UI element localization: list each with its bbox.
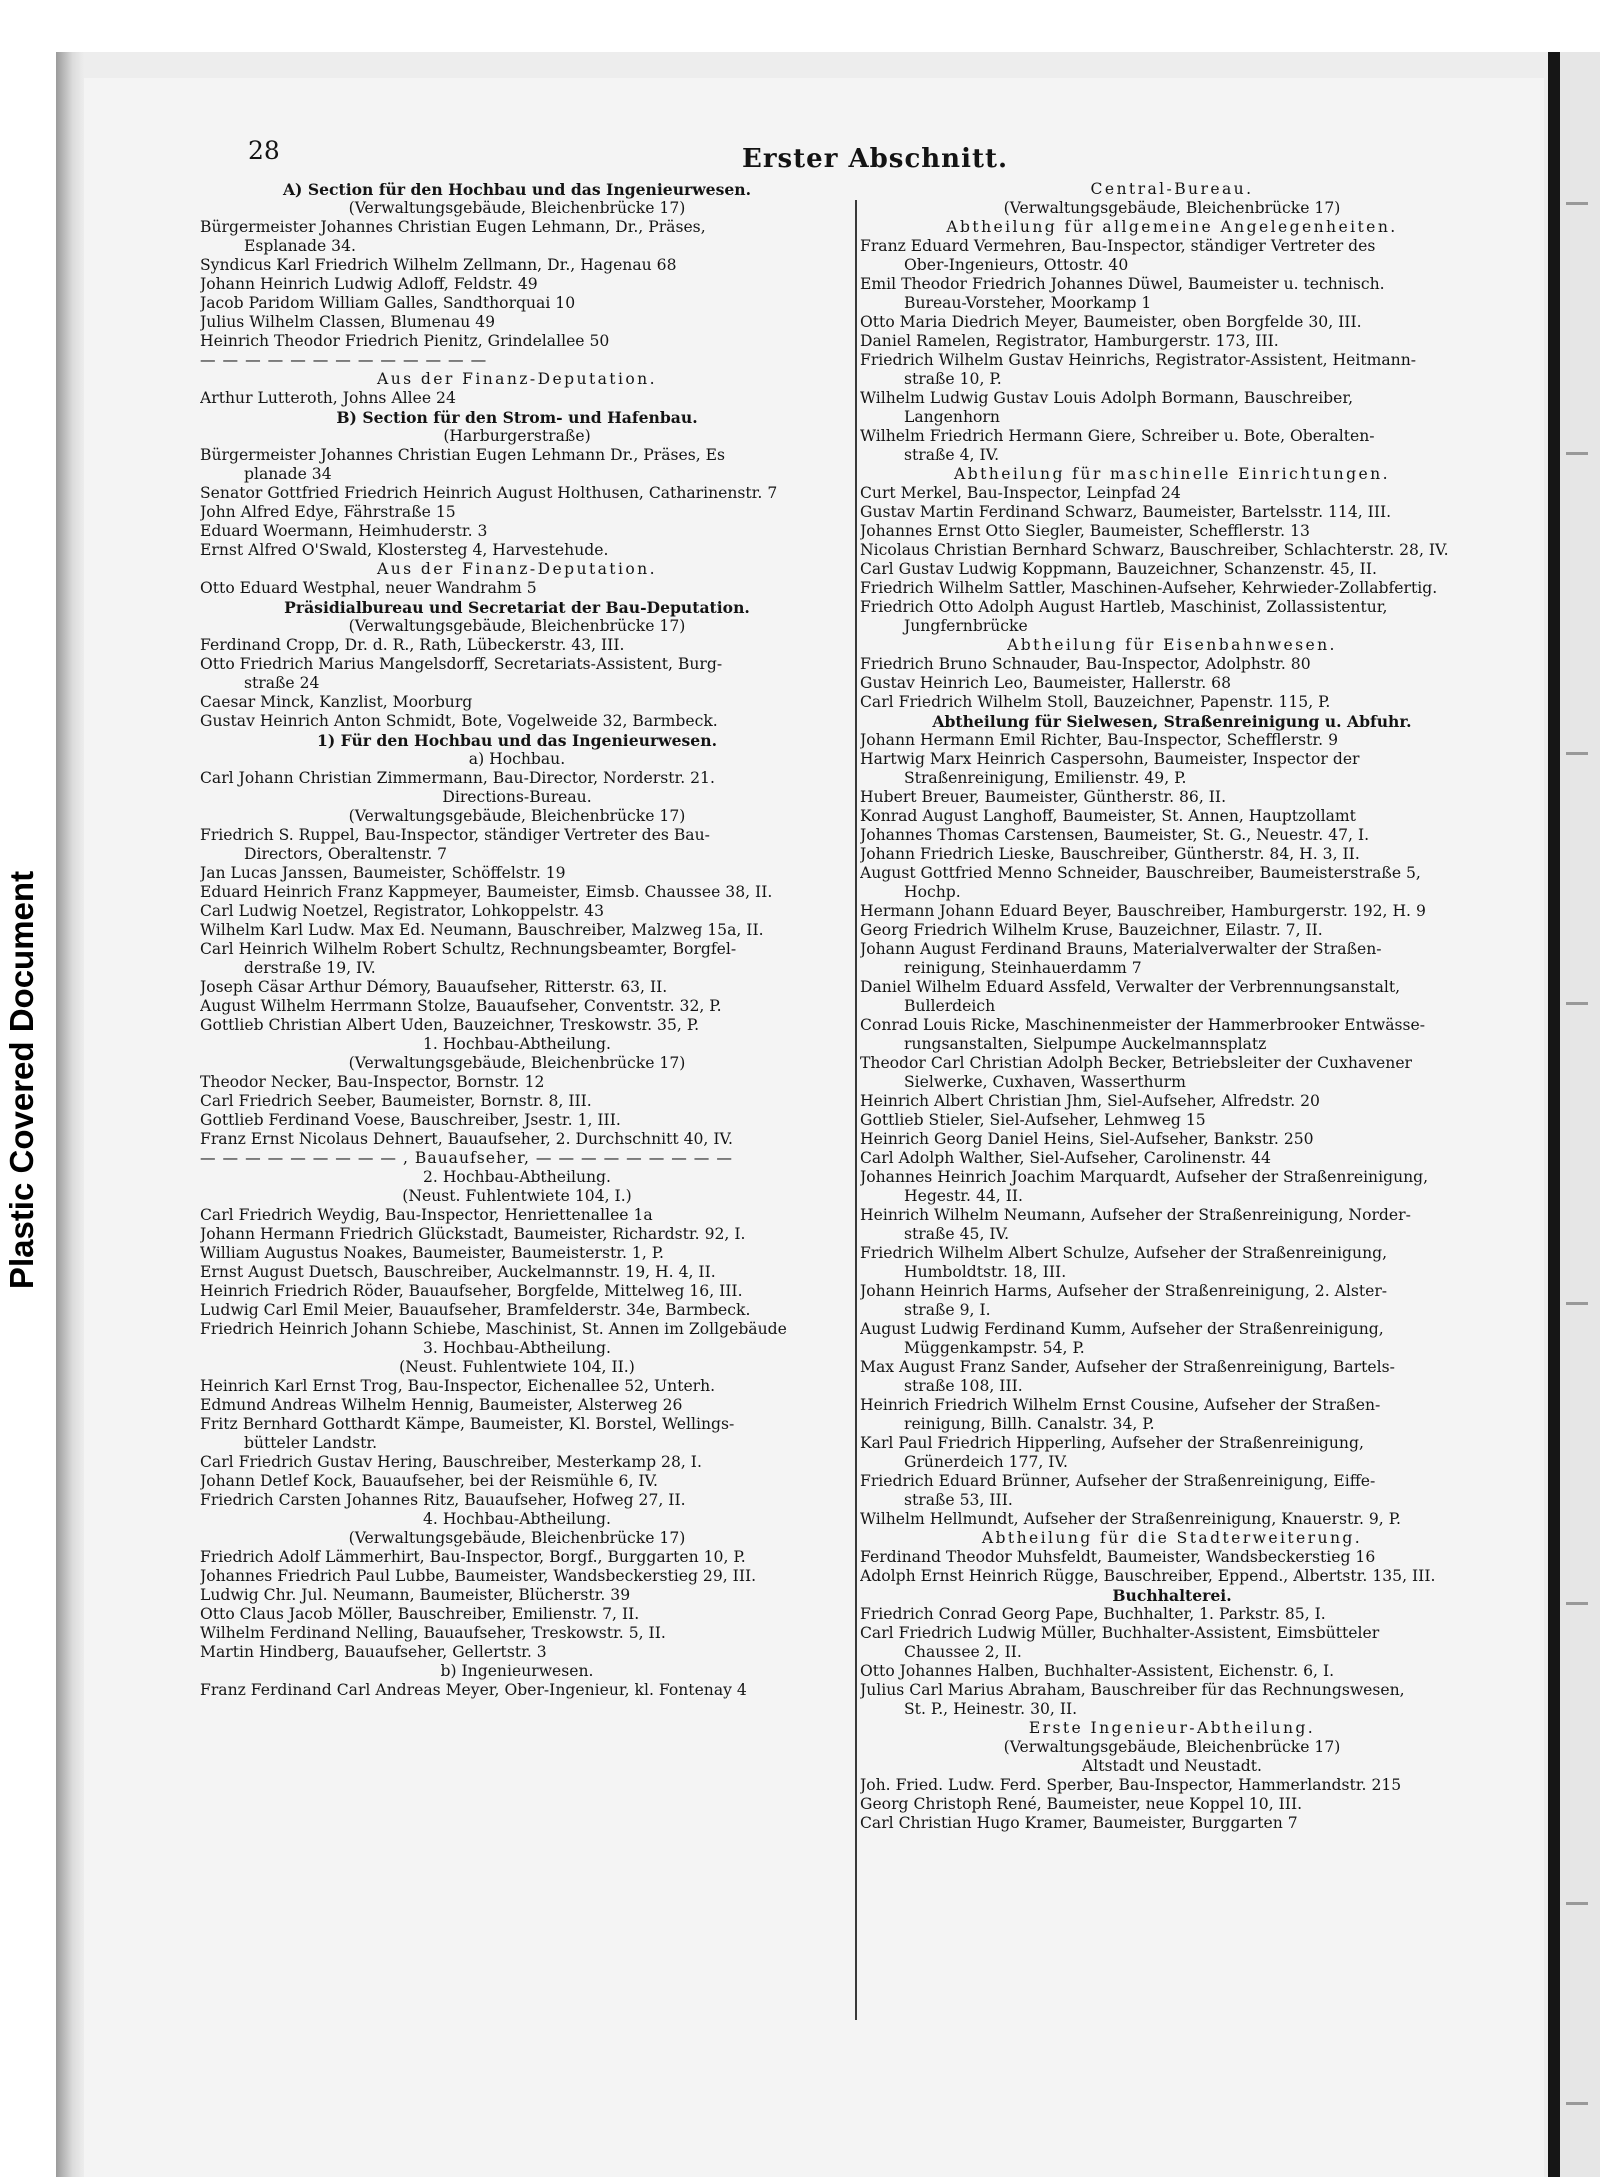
section-heading: Aus der Finanz-Deputation.	[377, 560, 657, 578]
entry-line: Franz Ernst Nicolaus Dehnert, Bauaufseher, 2. Durchschnitt 40, IV.	[200, 1130, 733, 1148]
entry-line: Wilhelm Ludwig Gustav Louis Adolph Bormann, Bauschreiber,	[860, 389, 1354, 407]
running-head: Erster Abschnitt.	[742, 144, 1009, 174]
entry-line: Daniel Wilhelm Eduard Assfeld, Verwalter der Verbrennungsanstalt,	[860, 978, 1401, 996]
section-heading: Präsidialbureau und Secretariat der Bau-Deputation.	[284, 598, 750, 617]
section-heading: (Verwaltungsgebäude, Bleichenbrücke 17)	[1003, 1738, 1341, 1756]
entry-line: Johann Hermann Friedrich Glückstadt, Baumeister, Richardstr. 92, I.	[200, 1225, 746, 1243]
entry-line: Theodor Carl Christian Adolph Becker, Betriebsleiter der Cuxhavener	[860, 1054, 1413, 1072]
entry-line: Gottlieb Christian Albert Uden, Bauzeichner, Treskowstr. 35, P.	[200, 1016, 700, 1034]
entry-line: straße 24	[244, 674, 320, 692]
entry-line: rungsanstalten, Sielpumpe Auckelmannsplatz	[904, 1035, 1267, 1053]
entry-line: Johann August Ferdinand Brauns, Materialverwalter der Straßen-	[860, 940, 1382, 958]
entry-line: Georg Friedrich Wilhelm Kruse, Bauzeichner, Eilastr. 7, II.	[860, 921, 1323, 939]
entry-line: derstraße 19, IV.	[244, 959, 376, 977]
entry-line: Carl Johann Christian Zimmermann, Bau-Director, Norderstr. 21.	[200, 769, 715, 787]
adjacent-page-fragment	[1566, 2102, 1588, 2105]
section-heading: (Neust. Fuhlentwiete 104, II.)	[399, 1358, 635, 1376]
entry-line: Hubert Breuer, Baumeister, Güntherstr. 86, II.	[860, 788, 1227, 806]
entry-line: Müggenkampstr. 54, P.	[904, 1339, 1085, 1357]
entry-line: Carl Heinrich Wilhelm Robert Schultz, Rechnungsbeamter, Borgfel-	[200, 940, 737, 958]
section-heading: Abtheilung für maschinelle Einrichtungen.	[954, 465, 1390, 483]
entry-line: Friedrich Wilhelm Sattler, Maschinen-Aufseher, Kehrwieder-Zollabfertig.	[860, 579, 1438, 597]
page-edge-shadow	[56, 52, 84, 2177]
entry-line: Carl Ludwig Noetzel, Registrator, Lohkoppelstr. 43	[200, 902, 604, 920]
section-heading: Abtheilung für die Stadterweiterung.	[981, 1529, 1363, 1547]
entry-line: Directors, Oberaltenstr. 7	[244, 845, 448, 863]
section-heading: Buchhalterei.	[1112, 1586, 1232, 1605]
entry-line: Wilhelm Hellmundt, Aufseher der Straßenreinigung, Knauerstr. 9, P.	[860, 1510, 1401, 1528]
entry-line: Gottlieb Stieler, Siel-Aufseher, Lehmweg 15	[860, 1111, 1206, 1129]
section-heading: Abtheilung für allgemeine Angelegenheiten.	[946, 218, 1398, 236]
entry-line: Martin Hindberg, Bauaufseher, Gellertstr. 3	[200, 1643, 547, 1661]
entry-line: Ernst Alfred O'Swald, Klostersteg 4, Harvestehude.	[200, 541, 609, 559]
section-heading: 1) Für den Hochbau und das Ingenieurwesen.	[317, 731, 717, 750]
section-heading: (Neust. Fuhlentwiete 104, I.)	[402, 1187, 632, 1205]
entry-line: Carl Gustav Ludwig Koppmann, Bauzeichner, Schanzenstr. 45, II.	[860, 560, 1377, 578]
entry-line: Bürgermeister Johannes Christian Eugen Lehmann, Dr., Präses,	[200, 218, 706, 236]
section-heading: A) Section für den Hochbau und das Ingenieurwesen.	[282, 180, 752, 199]
entry-line: Otto Johannes Halben, Buchhalter-Assistent, Eichenstr. 6, I.	[860, 1662, 1335, 1680]
entry-line: August Gottfried Menno Schneider, Bauschreiber, Baumeisterstraße 5,	[860, 864, 1421, 882]
entry-line: Heinrich Friedrich Wilhelm Ernst Cousine, Aufseher der Straßen-	[860, 1396, 1381, 1414]
entry-line: Arthur Lutteroth, Johns Allee 24	[200, 389, 456, 407]
section-heading: Altstadt und Neustadt.	[1082, 1757, 1262, 1775]
entry-line: Carl Friedrich Seeber, Baumeister, Bornstr. 8, III.	[200, 1092, 592, 1110]
entry-line: Chaussee 2, II.	[904, 1643, 1022, 1661]
entry-line: Joh. Fried. Ludw. Ferd. Sperber, Bau-Inspector, Hammerlandstr. 215	[860, 1776, 1402, 1794]
entry-line: Carl Friedrich Ludwig Müller, Buchhalter-Assistent, Eimsbütteler	[860, 1624, 1380, 1642]
entry-line: William Augustus Noakes, Baumeister, Baumeisterstr. 1, P.	[200, 1244, 665, 1262]
entry-line: Heinrich Wilhelm Neumann, Aufseher der Straßenreinigung, Norder-	[860, 1206, 1411, 1224]
entry-line: Bürgermeister Johannes Christian Eugen Lehmann Dr., Präses, Es	[200, 446, 726, 464]
section-heading: 4. Hochbau-Abtheilung.	[423, 1510, 611, 1528]
entry-line: Carl Friedrich Wilhelm Stoll, Bauzeichner, Papenstr. 115, P.	[860, 693, 1331, 711]
entry-line: straße 10, P.	[904, 370, 1002, 388]
entry-line: Jacob Paridom William Galles, Sandthorquai 10	[200, 294, 576, 312]
entry-line: Johann Friedrich Lieske, Bauschreiber, Güntherstr. 84, H. 3, II.	[860, 845, 1360, 863]
entry-line: Ferdinand Theodor Muhsfeldt, Baumeister, Wandsbeckerstieg 16	[860, 1548, 1376, 1566]
section-heading: (Verwaltungsgebäude, Bleichenbrücke 17)	[348, 1529, 686, 1547]
entry-line: straße 9, I.	[904, 1301, 991, 1319]
left-column	[200, 180, 834, 1700]
dash-rule: — — — — — — — — — — — — —	[200, 351, 488, 369]
section-heading: (Harburgerstraße)	[443, 427, 591, 445]
side-label-text: Plastic Covered Document	[3, 870, 40, 1290]
entry-line: Johannes Ernst Otto Siegler, Baumeister, Schefflerstr. 13	[860, 522, 1310, 540]
entry-line: Gottlieb Ferdinand Voese, Bauschreiber, Jsestr. 1, III.	[200, 1111, 621, 1129]
entry-line: Conrad Louis Ricke, Maschinenmeister der Hammerbrooker Entwässe-	[860, 1016, 1426, 1034]
page-number: 28	[248, 136, 280, 165]
adjacent-page-fragment	[1566, 752, 1588, 755]
entry-line: Grünerdeich 177, IV.	[904, 1453, 1068, 1471]
section-heading: (Verwaltungsgebäude, Bleichenbrücke 17)	[348, 617, 686, 635]
entry-line: Johann Hermann Emil Richter, Bau-Inspector, Schefflerstr. 9	[860, 731, 1338, 749]
entry-line: Jan Lucas Janssen, Baumeister, Schöffelstr. 19	[200, 864, 566, 882]
entry-line: Caesar Minck, Kanzlist, Moorburg	[200, 693, 473, 711]
dash-rule: — — — — — — — — — , Bauaufseher, — — — — — — — — —	[200, 1149, 733, 1167]
adjacent-page-fragment	[1566, 202, 1588, 205]
entry-line: reinigung, Billh. Canalstr. 34, P.	[904, 1415, 1155, 1433]
entry-line: Friedrich Otto Adolph August Hartleb, Maschinist, Zollassistentur,	[860, 598, 1388, 616]
entry-line: Heinrich Albert Christian Jhm, Siel-Aufseher, Alfredstr. 20	[860, 1092, 1320, 1110]
entry-line: Franz Eduard Vermehren, Bau-Inspector, ständiger Vertreter des	[860, 237, 1376, 255]
section-heading: B) Section für den Strom- und Hafenbau.	[336, 408, 698, 427]
entry-line: Heinrich Georg Daniel Heins, Siel-Aufseher, Bankstr. 250	[860, 1130, 1314, 1148]
entry-line: Senator Gottfried Friedrich Heinrich August Holthusen, Catharinenstr. 7	[200, 484, 778, 502]
entry-line: Johann Detlef Kock, Bauaufseher, bei der Reismühle 6, IV.	[200, 1472, 659, 1490]
entry-line: Otto Friedrich Marius Mangelsdorff, Secretariats-Assistent, Burg-	[200, 655, 723, 673]
entry-line: Carl Friedrich Weydig, Bau-Inspector, Henriettenallee 1a	[200, 1206, 653, 1224]
entry-line: reinigung, Steinhauerdamm 7	[904, 959, 1142, 977]
entry-line: Syndicus Karl Friedrich Wilhelm Zellmann, Dr., Hagenau 68	[200, 256, 677, 274]
entry-line: Otto Claus Jacob Möller, Bauschreiber, Emilienstr. 7, II.	[200, 1605, 640, 1623]
entry-line: Johannes Thomas Carstensen, Baumeister, St. G., Neuestr. 47, I.	[860, 826, 1370, 844]
entry-line: planade 34	[244, 465, 332, 483]
entry-line: Straßenreinigung, Emilienstr. 49, P.	[904, 769, 1187, 787]
entry-line: Gustav Martin Ferdinand Schwarz, Baumeister, Bartelsstr. 114, III.	[860, 503, 1392, 521]
section-heading: Abtheilung für Sielwesen, Straßenreinigung u. Abfuhr.	[932, 712, 1412, 731]
entry-line: Franz Ferdinand Carl Andreas Meyer, Ober-Ingenieur, kl. Fontenay 4	[200, 1681, 747, 1699]
entry-line: Carl Christian Hugo Kramer, Baumeister, Burggarten 7	[860, 1814, 1298, 1832]
entry-line: Bullerdeich	[904, 997, 996, 1015]
entry-line: August Ludwig Ferdinand Kumm, Aufseher der Straßenreinigung,	[860, 1320, 1384, 1338]
entry-line: Gustav Heinrich Anton Schmidt, Bote, Vogelweide 32, Barmbeck.	[200, 712, 718, 730]
entry-line: Langenhorn	[904, 408, 1000, 426]
entry-line: John Alfred Edye, Fährstraße 15	[200, 503, 456, 521]
right-column	[860, 180, 1484, 1833]
entry-line: Wilhelm Ferdinand Nelling, Bauaufseher, Treskowstr. 5, II.	[200, 1624, 666, 1642]
entry-line: Julius Carl Marius Abraham, Bauschreiber für das Rechnungswesen,	[860, 1681, 1405, 1699]
entry-line: Johann Heinrich Ludwig Adloff, Feldstr. 49	[200, 275, 538, 293]
section-heading: Directions-Bureau.	[442, 788, 592, 806]
adjacent-page-fragment	[1566, 1602, 1588, 1605]
entry-line: Fritz Bernhard Gotthardt Kämpe, Baumeister, Kl. Borstel, Wellings-	[200, 1415, 735, 1433]
entry-line: Heinrich Friedrich Röder, Bauaufseher, Borgfelde, Mittelweg 16, III.	[200, 1282, 743, 1300]
entry-line: Joseph Cäsar Arthur Démory, Bauaufseher, Ritterstr. 63, II.	[200, 978, 668, 996]
adjacent-page-fragment	[1566, 1902, 1588, 1905]
entry-line: straße 45, IV.	[904, 1225, 1010, 1243]
entry-line: Friedrich Bruno Schnauder, Bau-Inspector, Adolphstr. 80	[860, 655, 1311, 673]
section-heading: Aus der Finanz-Deputation.	[377, 370, 657, 388]
entry-line: Sielwerke, Cuxhaven, Wasserthurm	[904, 1073, 1186, 1091]
entry-line: Johannes Heinrich Joachim Marquardt, Aufseher der Straßenreinigung,	[860, 1168, 1429, 1186]
entry-line: Otto Maria Diedrich Meyer, Baumeister, oben Borgfelde 30, III.	[860, 313, 1362, 331]
section-heading: (Verwaltungsgebäude, Bleichenbrücke 17)	[348, 199, 686, 217]
entry-line: Bureau-Vorsteher, Moorkamp 1	[904, 294, 1152, 312]
entry-line: Heinrich Karl Ernst Trog, Bau-Inspector, Eichenallee 52, Unterh.	[200, 1377, 716, 1395]
entry-line: Adolph Ernst Heinrich Rügge, Bauschreiber, Eppend., Albertstr. 135, III.	[860, 1567, 1436, 1585]
entry-line: Carl Friedrich Gustav Hering, Bauschreiber, Mesterkamp 28, I.	[200, 1453, 702, 1471]
section-heading: 1. Hochbau-Abtheilung.	[423, 1035, 611, 1053]
entry-line: Hermann Johann Eduard Beyer, Bauschreiber, Hamburgerstr. 192, H. 9	[860, 902, 1426, 920]
section-heading: b) Ingenieurwesen.	[440, 1662, 594, 1680]
entry-line: Daniel Ramelen, Registrator, Hamburgerstr. 173, III.	[860, 332, 1279, 350]
entry-line: Ludwig Carl Emil Meier, Bauaufseher, Bramfelderstr. 34e, Barmbeck.	[200, 1301, 751, 1319]
section-heading: Erste Ingenieur-Abtheilung.	[1028, 1719, 1316, 1737]
entry-line: Ludwig Chr. Jul. Neumann, Baumeister, Blücherstr. 39	[200, 1586, 631, 1604]
entry-line: Friedrich Wilhelm Albert Schulze, Aufseher der Straßenreinigung,	[860, 1244, 1388, 1262]
entry-line: Wilhelm Karl Ludw. Max Ed. Neumann, Bauschreiber, Malzweg 15a, II.	[200, 921, 764, 939]
entry-line: Nicolaus Christian Bernhard Schwarz, Bauschreiber, Schlachterstr. 28, IV.	[860, 541, 1449, 559]
entry-line: Curt Merkel, Bau-Inspector, Leinpfad 24	[860, 484, 1181, 502]
entry-line: Eduard Heinrich Franz Kappmeyer, Baumeister, Eimsb. Chaussee 38, II.	[200, 883, 773, 901]
adjacent-page-edge	[1560, 52, 1600, 2177]
section-heading: Abtheilung für Eisenbahnwesen.	[1007, 636, 1337, 654]
entry-line: straße 4, IV.	[904, 446, 1000, 464]
entry-line: Konrad August Langhoff, Baumeister, St. Annen, Hauptzollamt	[860, 807, 1356, 825]
entry-line: August Wilhelm Herrmann Stolze, Bauaufseher, Conventstr. 32, P.	[200, 997, 722, 1015]
entry-line: Hochp.	[904, 883, 961, 901]
entry-line: Friedrich Wilhelm Gustav Heinrichs, Registrator-Assistent, Heitmann-	[860, 351, 1417, 369]
entry-line: Jungfernbrücke	[904, 617, 1028, 635]
entry-line: Friedrich S. Ruppel, Bau-Inspector, ständiger Vertreter des Bau-	[200, 826, 710, 844]
section-heading: 3. Hochbau-Abtheilung.	[423, 1339, 611, 1357]
column-divider	[855, 200, 857, 2020]
entry-line: Humboldtstr. 18, III.	[904, 1263, 1067, 1281]
section-heading: (Verwaltungsgebäude, Bleichenbrücke 17)	[348, 807, 686, 825]
entry-line: Emil Theodor Friedrich Johannes Düwel, Baumeister u. technisch.	[860, 275, 1385, 293]
entry-line: Wilhelm Friedrich Hermann Giere, Schreiber u. Bote, Oberalten-	[860, 427, 1375, 445]
entry-line: Ernst August Duetsch, Bauschreiber, Auckelmannstr. 19, H. 4, II.	[200, 1263, 716, 1281]
side-label	[0, 800, 44, 1360]
entry-line: bütteler Landstr.	[244, 1434, 378, 1452]
section-heading: (Verwaltungsgebäude, Bleichenbrücke 17)	[1003, 199, 1341, 217]
entry-line: Esplanade 34.	[244, 237, 356, 255]
entry-line: Eduard Woermann, Heimhuderstr. 3	[200, 522, 488, 540]
entry-line: Johannes Friedrich Paul Lubbe, Baumeister, Wandsbeckerstieg 29, III.	[200, 1567, 757, 1585]
section-heading: 2. Hochbau-Abtheilung.	[423, 1168, 611, 1186]
entry-line: Carl Adolph Walther, Siel-Aufseher, Carolinenstr. 44	[860, 1149, 1271, 1167]
entry-line: Friedrich Adolf Lämmerhirt, Bau-Inspector, Borgf., Burggarten 10, P.	[200, 1548, 746, 1566]
entry-line: Ferdinand Cropp, Dr. d. R., Rath, Lübeckerstr. 43, III.	[200, 636, 625, 654]
entry-line: Friedrich Conrad Georg Pape, Buchhalter, 1. Parkstr. 85, I.	[860, 1605, 1326, 1623]
section-heading: a) Hochbau.	[468, 750, 566, 768]
entry-line: Friedrich Eduard Brünner, Aufseher der Straßenreinigung, Eiffe-	[860, 1472, 1376, 1490]
entry-line: Julius Wilhelm Classen, Blumenau 49	[200, 313, 496, 331]
section-heading: (Verwaltungsgebäude, Bleichenbrücke 17)	[348, 1054, 686, 1072]
entry-line: Hartwig Marx Heinrich Caspersohn, Baumeister, Inspector der	[860, 750, 1360, 768]
adjacent-page-fragment	[1566, 1302, 1588, 1305]
adjacent-page-fragment	[1566, 452, 1588, 455]
entry-line: Hegestr. 44, II.	[904, 1187, 1023, 1205]
entry-line: Heinrich Theodor Friedrich Pienitz, Grindelallee 50	[200, 332, 610, 350]
entry-line: Gustav Heinrich Leo, Baumeister, Hallerstr. 68	[860, 674, 1232, 692]
entry-line: straße 53, III.	[904, 1491, 1013, 1509]
entry-line: Georg Christoph René, Baumeister, neue Koppel 10, III.	[860, 1795, 1303, 1813]
adjacent-page-fragment	[1566, 1002, 1588, 1005]
entry-line: Karl Paul Friedrich Hipperling, Aufseher der Straßenreinigung,	[860, 1434, 1364, 1452]
entry-line: Ober-Ingenieurs, Ottostr. 40	[904, 256, 1129, 274]
book-spine	[1548, 52, 1560, 2177]
entry-line: Theodor Necker, Bau-Inspector, Bornstr. 12	[200, 1073, 545, 1091]
entry-line: St. P., Heinestr. 30, II.	[904, 1700, 1078, 1718]
entry-line: Edmund Andreas Wilhelm Hennig, Baumeister, Alsterweg 26	[200, 1396, 683, 1414]
entry-line: Friedrich Heinrich Johann Schiebe, Maschinist, St. Annen im Zollgebäude	[200, 1320, 787, 1338]
section-heading: Central-Bureau.	[1090, 180, 1254, 198]
entry-line: straße 108, III.	[904, 1377, 1023, 1395]
entry-line: Johann Heinrich Harms, Aufseher der Straßenreinigung, 2. Alster-	[860, 1282, 1388, 1300]
entry-line: Max August Franz Sander, Aufseher der Straßenreinigung, Bartels-	[860, 1358, 1395, 1376]
entry-line: Otto Eduard Westphal, neuer Wandrahm 5	[200, 579, 537, 597]
entry-line: Friedrich Carsten Johannes Ritz, Bauaufseher, Hofweg 27, II.	[200, 1491, 686, 1509]
